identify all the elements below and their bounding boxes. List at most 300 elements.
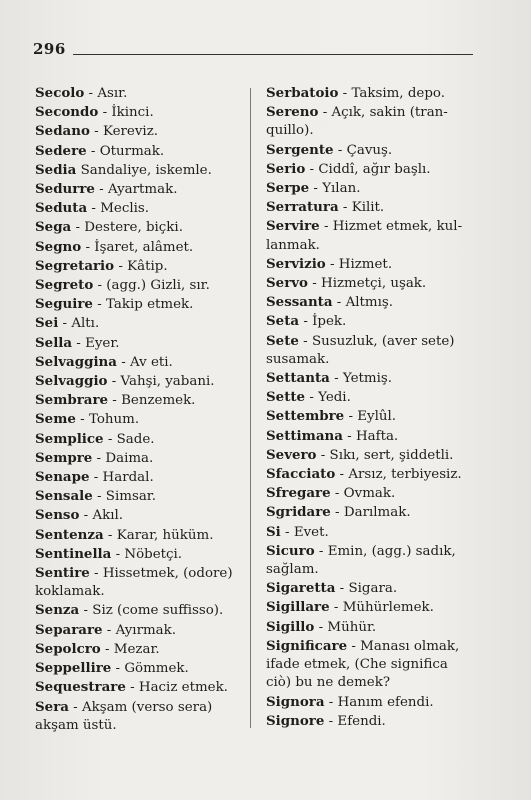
entry-term: Sei <box>35 315 59 332</box>
entry-line <box>266 179 479 198</box>
entry-separator: - <box>347 638 361 654</box>
entry-definition: Sigara. <box>348 581 398 597</box>
dictionary-entry <box>35 506 245 525</box>
dictionary-entry <box>266 446 479 465</box>
dictionary-entry <box>35 218 245 237</box>
dictionary-entry <box>35 487 245 506</box>
entry-separator: - <box>330 505 344 521</box>
header-rule <box>73 54 473 55</box>
entry-separator: - <box>280 524 294 540</box>
entry-term: Seguire <box>35 296 93 313</box>
entry-definition: Altı. <box>71 316 100 332</box>
entry-definition: Sade. <box>116 431 155 447</box>
entry-term: Significare <box>266 637 348 654</box>
dictionary-entry <box>35 659 245 678</box>
entry-term: Seppellire <box>35 660 112 677</box>
dictionary-entry <box>266 103 479 140</box>
entry-definition: Asır. <box>97 86 128 101</box>
dictionary-entry <box>266 388 479 407</box>
entry-line <box>266 523 479 542</box>
entry-line <box>35 238 245 257</box>
entry-term: Semplice <box>35 430 104 447</box>
entry-term: Settembre <box>266 408 345 425</box>
entry-definition: Eyer. <box>85 335 120 351</box>
dictionary-entry <box>35 640 245 659</box>
entry-continuation: koklamak. <box>35 584 105 600</box>
entry-line <box>35 257 245 276</box>
entry-separator: - <box>84 86 98 101</box>
entry-term: Selvaggina <box>35 353 117 370</box>
dictionary-entry <box>266 198 479 217</box>
dictionary-entry <box>35 180 245 199</box>
entry-line <box>35 142 245 161</box>
dictionary-entry <box>35 122 245 141</box>
entry-definition: Mezar. <box>113 641 160 657</box>
dictionary-entry <box>35 199 245 218</box>
entry-line <box>35 640 245 659</box>
entry-continuation: quillo). <box>266 123 314 139</box>
entry-line <box>266 427 479 446</box>
entry-line <box>35 218 245 237</box>
dictionary-entry <box>35 276 245 295</box>
entry-line <box>35 659 245 678</box>
entry-term: Sfacciato <box>266 466 336 483</box>
dictionary-entry <box>266 523 479 542</box>
dictionary-entry <box>35 353 245 372</box>
entry-separator: - <box>319 219 333 235</box>
entry-continuation: ciò) bu ne demek? <box>266 675 390 691</box>
dictionary-entry <box>266 369 479 388</box>
entry-line <box>35 199 245 218</box>
dictionary-entry <box>35 526 245 545</box>
entry-term: Sembrare <box>35 392 109 409</box>
entry-line <box>266 693 479 712</box>
dictionary-entry <box>266 484 479 503</box>
entry-term: Sete <box>266 332 299 349</box>
entry-definition: Hanım efendi. <box>337 694 434 710</box>
entry-separator: - <box>75 412 89 428</box>
entry-definition: Çavuş. <box>346 142 393 158</box>
dictionary-entry <box>266 160 479 179</box>
entry-definition: Hizmet etmek, kul- <box>332 219 463 235</box>
entry-term: Settanta <box>266 370 330 387</box>
entry-term: Sega <box>35 219 72 236</box>
entry-term: Sedano <box>35 123 90 140</box>
entry-definition: Kilit. <box>351 200 385 216</box>
entry-separator: - <box>338 200 352 216</box>
entry-definition: Meclis. <box>100 201 150 217</box>
entry-separator: - <box>111 546 125 562</box>
dictionary-entry <box>35 698 245 735</box>
entry-line <box>35 295 245 314</box>
entry-term: Sigillare <box>266 599 330 616</box>
entry-line <box>266 407 479 426</box>
entry-definition: Haciz etmek. <box>138 680 228 696</box>
entry-separator: - <box>307 276 322 292</box>
entry-separator: - <box>111 661 125 677</box>
dictionary-entry <box>35 257 245 276</box>
dictionary-entry <box>266 332 479 369</box>
entry-separator: - <box>125 680 139 696</box>
entry-line <box>35 122 245 141</box>
entry-separator: - <box>299 314 313 330</box>
entry-term: Signore <box>266 712 325 729</box>
entry-definition: Av eti. <box>130 354 173 370</box>
entry-definition: Efendi. <box>337 713 386 729</box>
entry-line <box>266 369 479 388</box>
entry-line <box>266 141 479 160</box>
dictionary-entry <box>35 142 245 161</box>
dictionary-entry <box>266 141 479 160</box>
entry-separator: - <box>81 239 95 255</box>
entry-line <box>266 274 479 293</box>
entry-definition: Yetmiş. <box>342 371 392 387</box>
entry-separator: - <box>79 508 93 524</box>
entry-line <box>35 564 245 583</box>
entry-line <box>35 391 245 410</box>
dictionary-entry <box>266 293 479 312</box>
entry-separator: - <box>58 316 72 332</box>
entry-separator: - <box>324 713 338 729</box>
entry-definition: Manası olmak, <box>360 638 460 654</box>
entry-definition: Takip etmek. <box>106 297 194 313</box>
entry-term: Sensale <box>35 488 93 505</box>
entry-line <box>266 637 479 656</box>
dictionary-entry <box>35 314 245 333</box>
entry-definition: Hissetmek, (odore) <box>102 566 233 582</box>
right-column <box>266 84 479 731</box>
entry-definition: Kereviz. <box>102 124 159 140</box>
dictionary-entry <box>35 678 245 697</box>
entry-term: Sessanta <box>266 294 333 311</box>
dictionary-entry <box>266 427 479 446</box>
dictionary-entry <box>35 161 245 180</box>
entry-continuation: lanmak. <box>266 237 320 253</box>
entry-line <box>266 388 479 407</box>
entry-line <box>266 332 479 351</box>
dictionary-entry <box>266 598 479 617</box>
entry-definition: İşaret, alâmet. <box>94 239 194 255</box>
entry-separator: - <box>332 295 346 311</box>
entry-term: Senso <box>35 507 80 524</box>
entry-line <box>35 621 245 640</box>
dictionary-entry <box>266 465 479 484</box>
entry-term: Sentinella <box>35 545 112 562</box>
entry-separator: - <box>329 600 343 616</box>
entry-term: Sequestrare <box>35 679 126 696</box>
entry-definition: Yılan. <box>322 181 361 197</box>
entry-definition: Nöbetçi. <box>124 546 183 562</box>
entry-definition: Vahşi, yabani. <box>120 374 215 390</box>
entry-line <box>266 503 479 522</box>
entry-term: Settimana <box>266 427 343 444</box>
entry-separator: - <box>86 143 100 159</box>
entry-definition: Arsız, terbiyesiz. <box>348 467 462 483</box>
dictionary-entry <box>266 312 479 331</box>
entry-separator: - <box>314 619 328 635</box>
entry-line <box>35 161 245 180</box>
entry-separator: - <box>98 105 112 121</box>
entry-term: Secondo <box>35 104 99 121</box>
entry-definition: Hizmet. <box>338 256 393 272</box>
dictionary-entry <box>266 579 479 598</box>
dictionary-entry <box>266 255 479 274</box>
entry-definition: İpek. <box>312 314 347 330</box>
entry-term: Severo <box>266 446 317 463</box>
entry-line <box>266 446 479 465</box>
dictionary-entry <box>266 274 479 293</box>
entry-term: Sepolcro <box>35 640 101 657</box>
entry-line <box>266 598 479 617</box>
entry-term: Secolo <box>35 85 85 101</box>
entry-line <box>35 103 245 122</box>
entry-definition: Susuzluk, (aver sete) <box>311 333 455 349</box>
entry-continuation: akşam üstü. <box>35 717 117 733</box>
entry-definition: Daima. <box>105 450 154 466</box>
entry-definition: Ciddî, ağır başlı. <box>318 161 431 177</box>
entry-line <box>266 198 479 217</box>
dictionary-entry <box>35 391 245 410</box>
entry-separator: - <box>92 489 106 505</box>
entry-definition: Hardal. <box>102 470 154 486</box>
entry-line <box>35 334 245 353</box>
entry-line <box>35 468 245 487</box>
entry-term: Sfregare <box>266 485 331 502</box>
dictionary-entry <box>35 545 245 564</box>
entry-separator: - <box>92 450 106 466</box>
entry-term: Seta <box>266 313 300 330</box>
entry-definition: Sandaliye, iskemle. <box>80 162 212 178</box>
entry-line <box>35 276 245 295</box>
entry-separator: - <box>72 335 86 351</box>
entry-line <box>35 601 245 620</box>
entry-separator: - <box>79 603 93 619</box>
entry-separator: - <box>318 105 332 121</box>
dictionary-entry <box>266 503 479 522</box>
entry-line <box>35 372 245 391</box>
entry-separator: - <box>309 181 323 197</box>
entry-definition: Karar, hüküm. <box>116 527 214 543</box>
entry-definition: Gömmek. <box>124 661 189 677</box>
entry-definition: Darılmak. <box>343 505 411 521</box>
entry-line <box>35 180 245 199</box>
entry-term: Sella <box>35 334 73 351</box>
left-column <box>35 84 245 735</box>
entry-line <box>266 293 479 312</box>
entry-separator: - <box>330 486 344 502</box>
entry-term: Serio <box>266 160 306 177</box>
entry-definition: Mühür. <box>327 619 377 635</box>
entry-continuation: sağlam. <box>266 562 319 578</box>
entry-definition: Tohum. <box>88 412 140 428</box>
entry-separator: - <box>89 566 103 582</box>
entry-definition: Akşam (verso sera) <box>81 699 213 715</box>
dictionary-entry <box>35 372 245 391</box>
entry-separator: - <box>316 447 330 463</box>
entry-term: Sgridare <box>266 504 331 521</box>
entry-term: Sentenza <box>35 526 104 543</box>
dictionary-entry <box>35 564 245 601</box>
entry-definition: Altmış. <box>345 295 394 311</box>
entry-definition: İkinci. <box>111 105 154 121</box>
page-header <box>33 40 473 64</box>
entry-line <box>35 526 245 545</box>
entry-term: Seme <box>35 411 76 428</box>
dictionary-entry <box>35 621 245 640</box>
entry-term: Segno <box>35 238 82 255</box>
entry-separator: - <box>329 371 343 387</box>
entry-definition: Hizmetçi, uşak. <box>321 276 427 292</box>
entry-line <box>35 506 245 525</box>
dictionary-entry <box>35 410 245 429</box>
entry-separator: - <box>108 393 122 409</box>
entry-definition: Ayırmak. <box>115 622 177 638</box>
entry-separator: - <box>68 699 82 715</box>
entry-term: Seduta <box>35 200 88 217</box>
entry-separator: - <box>89 470 103 486</box>
entry-line <box>266 217 479 236</box>
entry-definition: Ayartmak. <box>107 182 178 198</box>
entry-term: Separare <box>35 621 103 638</box>
entry-definition: Eylûl. <box>357 409 397 425</box>
entry-definition: Ovmak. <box>343 486 396 502</box>
entry-definition: Akıl. <box>92 508 124 524</box>
entry-term: Si <box>266 523 281 540</box>
dictionary-entry <box>35 601 245 620</box>
entry-separator: - <box>102 622 116 638</box>
entry-term: Segreto <box>35 277 94 294</box>
entry-term: Selvaggio <box>35 373 108 390</box>
entry-term: Senape <box>35 469 90 486</box>
entry-term: Sedia <box>35 161 77 178</box>
dictionary-entry <box>35 468 245 487</box>
dictionary-entry <box>266 637 479 693</box>
dictionary-entry <box>35 449 245 468</box>
entry-term: Servo <box>266 275 308 292</box>
entry-line <box>35 430 245 449</box>
entry-term: Serbatoio <box>266 85 339 101</box>
entry-definition: Evet. <box>293 524 329 540</box>
dictionary-entry <box>35 430 245 449</box>
entry-separator: - <box>107 374 121 390</box>
entry-separator: - <box>305 390 319 406</box>
entry-separator: - <box>335 581 349 597</box>
column-divider <box>250 88 251 728</box>
dictionary-entry <box>35 334 245 353</box>
entry-term: Sedurre <box>35 181 95 198</box>
entry-definition: Siz (come suffisso). <box>92 603 224 619</box>
dictionary-entry <box>35 238 245 257</box>
entry-term: Sentire <box>35 565 90 582</box>
dictionary-entry <box>266 618 479 637</box>
entry-definition: Emin, (agg.) sadık, <box>327 543 456 559</box>
dictionary-entry <box>266 179 479 198</box>
dictionary-entry <box>266 693 479 712</box>
entry-separator: - <box>89 124 103 140</box>
entry-line <box>266 465 479 484</box>
entry-definition: Açık, sakin (tran- <box>331 105 448 121</box>
entry-continuation: ifade etmek, (Che significa <box>266 657 448 673</box>
entry-definition: Yedi. <box>318 390 351 406</box>
entry-line <box>35 487 245 506</box>
entry-term: Sigillo <box>266 618 315 635</box>
entry-continuation: susamak. <box>266 351 330 367</box>
entry-line <box>35 410 245 429</box>
entry-definition: Kâtip. <box>127 258 168 274</box>
entry-term: Signora <box>266 693 325 710</box>
entry-term: Sigaretta <box>266 580 336 597</box>
dictionary-entry <box>266 407 479 426</box>
dictionary-entry <box>266 217 479 254</box>
entry-term: Sicuro <box>266 542 315 559</box>
entry-definition: Destere, biçki. <box>84 220 183 236</box>
dictionary-entry <box>266 84 479 103</box>
entry-term: Sette <box>266 389 306 406</box>
entry-definition: Oturmak. <box>99 143 165 159</box>
entry-separator: - <box>325 256 339 272</box>
entry-separator: - <box>92 297 106 313</box>
entry-term: Sera <box>35 698 69 715</box>
entry-definition: (agg.) Gizli, sır. <box>106 278 210 294</box>
entry-line <box>266 618 479 637</box>
entry-line <box>266 542 479 561</box>
entry-line <box>266 312 479 331</box>
entry-definition: Hafta. <box>355 428 399 444</box>
entry-separator: - <box>87 201 101 217</box>
entry-line <box>35 314 245 333</box>
entry-definition: Taksim, depo. <box>351 86 445 101</box>
entry-line <box>266 579 479 598</box>
entry-term: Serratura <box>266 199 339 216</box>
entry-definition: Sıkı, sert, şiddetli. <box>329 447 454 463</box>
entry-term: Sereno <box>266 104 319 121</box>
entry-definition: Benzemek. <box>121 393 196 409</box>
entry-term: Servizio <box>266 255 326 272</box>
entry-separator: - <box>305 161 319 177</box>
entry-line <box>35 698 245 717</box>
entry-line <box>35 545 245 564</box>
entry-line <box>266 84 479 103</box>
entry-line <box>35 84 245 103</box>
entry-line <box>266 712 479 731</box>
dictionary-entry <box>266 712 479 731</box>
entry-separator: - <box>71 220 85 236</box>
entry-line <box>266 160 479 179</box>
entry-separator: - <box>114 258 128 274</box>
entry-line <box>35 353 245 372</box>
entry-term: Segretario <box>35 257 115 274</box>
dictionary-entry <box>266 542 479 579</box>
entry-separator: - <box>324 694 338 710</box>
dictionary-entry <box>35 103 245 122</box>
entry-separator: - <box>93 278 107 294</box>
entry-term: Sempre <box>35 449 93 466</box>
entry-separator: - <box>333 142 347 158</box>
entry-separator: - <box>100 641 114 657</box>
entry-line <box>266 484 479 503</box>
entry-term: Sedere <box>35 142 87 159</box>
entry-separator: - <box>116 354 131 370</box>
entry-separator: - <box>338 86 352 101</box>
dictionary-entry <box>35 84 245 103</box>
entry-line <box>35 449 245 468</box>
entry-term: Sergente <box>266 141 334 158</box>
entry-term: Senza <box>35 602 80 619</box>
entry-definition: Mühürlemek. <box>342 600 434 616</box>
entry-separator: - <box>342 428 356 444</box>
entry-separator: - <box>103 527 117 543</box>
entry-separator: - <box>335 467 349 483</box>
